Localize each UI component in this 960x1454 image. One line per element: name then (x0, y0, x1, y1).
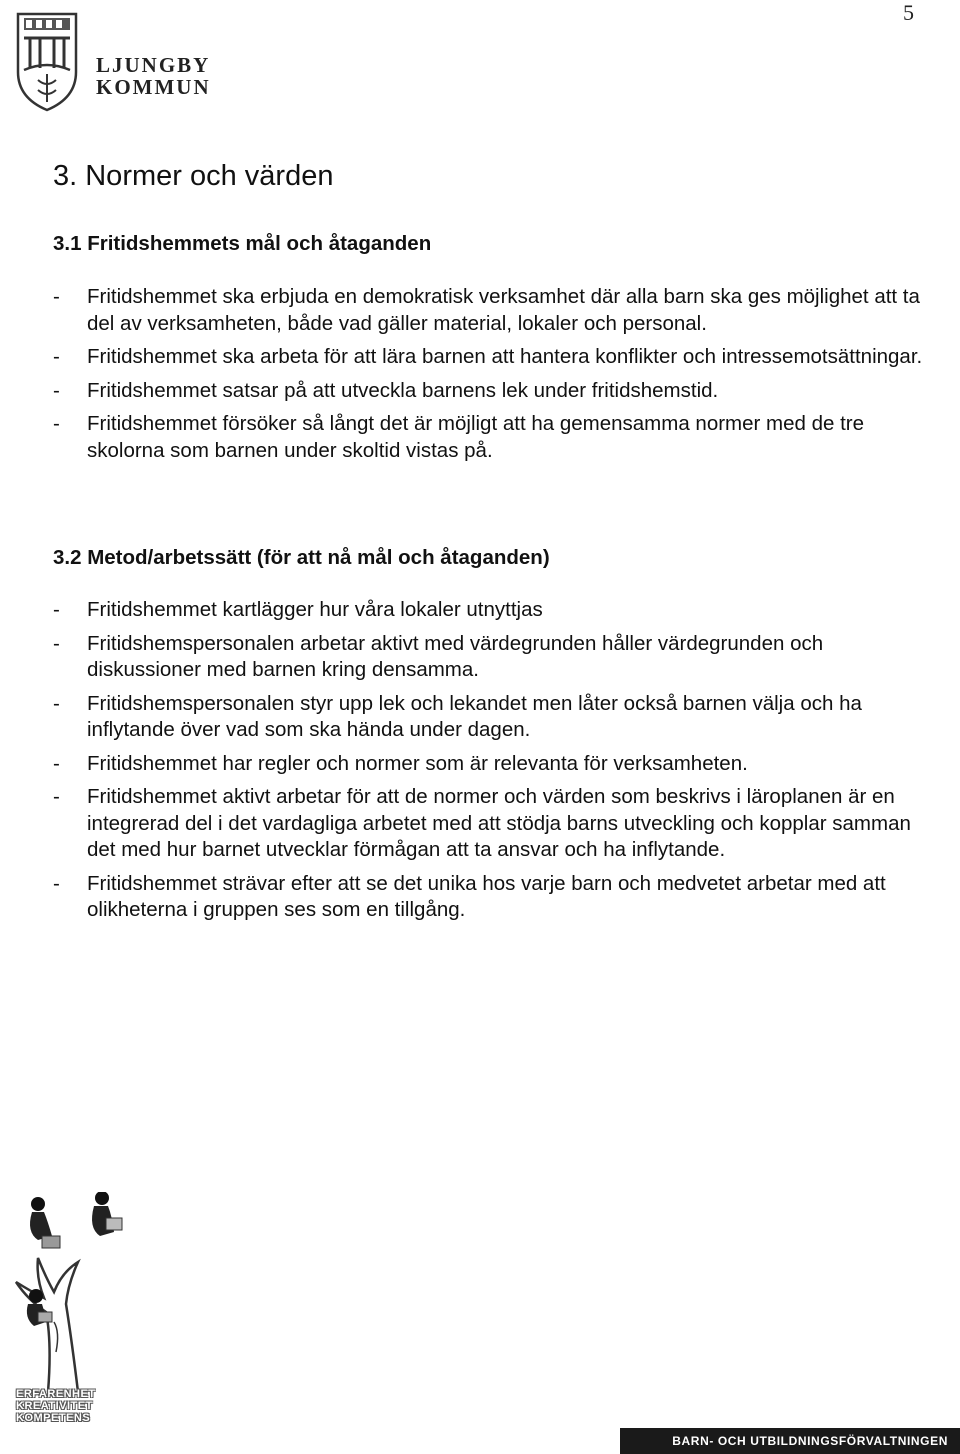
motto (16, 1388, 96, 1424)
motto-line-2: KREATIVITET (16, 1400, 93, 1412)
footer-bar (620, 1428, 960, 1454)
list-item-text: Fritidshemmet har regler och normer som är relevanta för verksamheten. (87, 751, 748, 775)
section-1-list (53, 284, 923, 464)
list-item (53, 784, 923, 864)
section-1-title: 3.1 Fritidshemmets mål och åtaganden (53, 232, 432, 255)
list-item-text: Fritidshemmet ska erbjuda en demokratisk verksamhet där alla barn ska ges möjlighet att ta del av verksamheten, både vad gäller material, lokaler och personal. (87, 285, 920, 335)
bullet-dash: - (53, 785, 60, 808)
bullet-dash: - (53, 412, 60, 435)
list-item-text: Fritidshemmet kartlägger hur våra lokaler utnyttjas (87, 598, 543, 621)
list-item-text: Fritidshemmet aktivt arbetar för att de normer och värden som beskrivs i läroplanen är en integrerad del i det vardagliga arbetet med att stödja barns utveckling och kopplar samman det med hur barnet utvecklar förmågan att ta ansvar och ha inflytande. (87, 785, 911, 861)
logo-line-2: KOMMUN (96, 75, 211, 99)
list-item-text: Fritidshemmet försöker så långt det är möjligt att ha gemensamma normer med de tre skolorna som barnen under skoltid vistas på. (87, 412, 865, 462)
section-2-title: 3.2 Metod/arbetssätt (för att nå mål och åtaganden) (53, 546, 550, 569)
motto-line-1: ERFARENHET (16, 1388, 96, 1400)
list-item (53, 378, 923, 405)
page-number: 5 (903, 0, 914, 25)
bullet-dash: - (53, 691, 60, 715)
logo-wordmark (96, 54, 211, 98)
bullet-dash: - (53, 378, 60, 402)
coat-of-arms-icon (14, 10, 80, 114)
municipality-logo (14, 10, 214, 122)
bullet-dash: - (53, 751, 60, 775)
list-item-text: Fritidshemmet strävar efter att se det unika hos varje barn och medvetet arbetar med att olikheterna i gruppen ses som en tillgång. (87, 871, 886, 921)
list-item-text: Fritidshemmet satsar på att utveckla barnens lek under fritidshemstid. (87, 378, 719, 402)
list-item (53, 597, 923, 624)
list-item (53, 284, 923, 337)
chapter-heading: 3. Normer och värden (53, 160, 334, 192)
bullet-dash: - (53, 345, 60, 368)
bullet-dash: - (53, 285, 60, 308)
list-item (53, 344, 923, 371)
list-item (53, 691, 923, 744)
list-item (53, 631, 923, 684)
tree-with-readers-icon (8, 1192, 128, 1392)
list-item (53, 751, 923, 778)
logo-line-1: LJUNGBY (96, 53, 211, 77)
bullet-dash: - (53, 871, 60, 895)
list-item-text: Fritidshemmet ska arbeta för att lära barnen att hantera konflikter och intressemotsättningar. (87, 345, 923, 368)
list-item-text: Fritidshemspersonalen arbetar aktivt med värdegrunden håller värdegrunden och diskussioner med barnen kring densamma. (87, 631, 824, 681)
section-2-list (53, 597, 923, 924)
list-item-text: Fritidshemspersonalen styr upp lek och lekandet men låter också barnen välja och ha inflytande över vad som ska hända under dagen. (87, 691, 862, 741)
bullet-dash: - (53, 631, 60, 655)
bullet-dash: - (53, 598, 60, 621)
list-item (53, 871, 923, 924)
footer-department: BARN- OCH UTBILDNINGSFÖRVALTNINGEN (672, 1434, 948, 1448)
motto-line-3: KOMPETENS (16, 1412, 91, 1424)
list-item (53, 411, 923, 464)
